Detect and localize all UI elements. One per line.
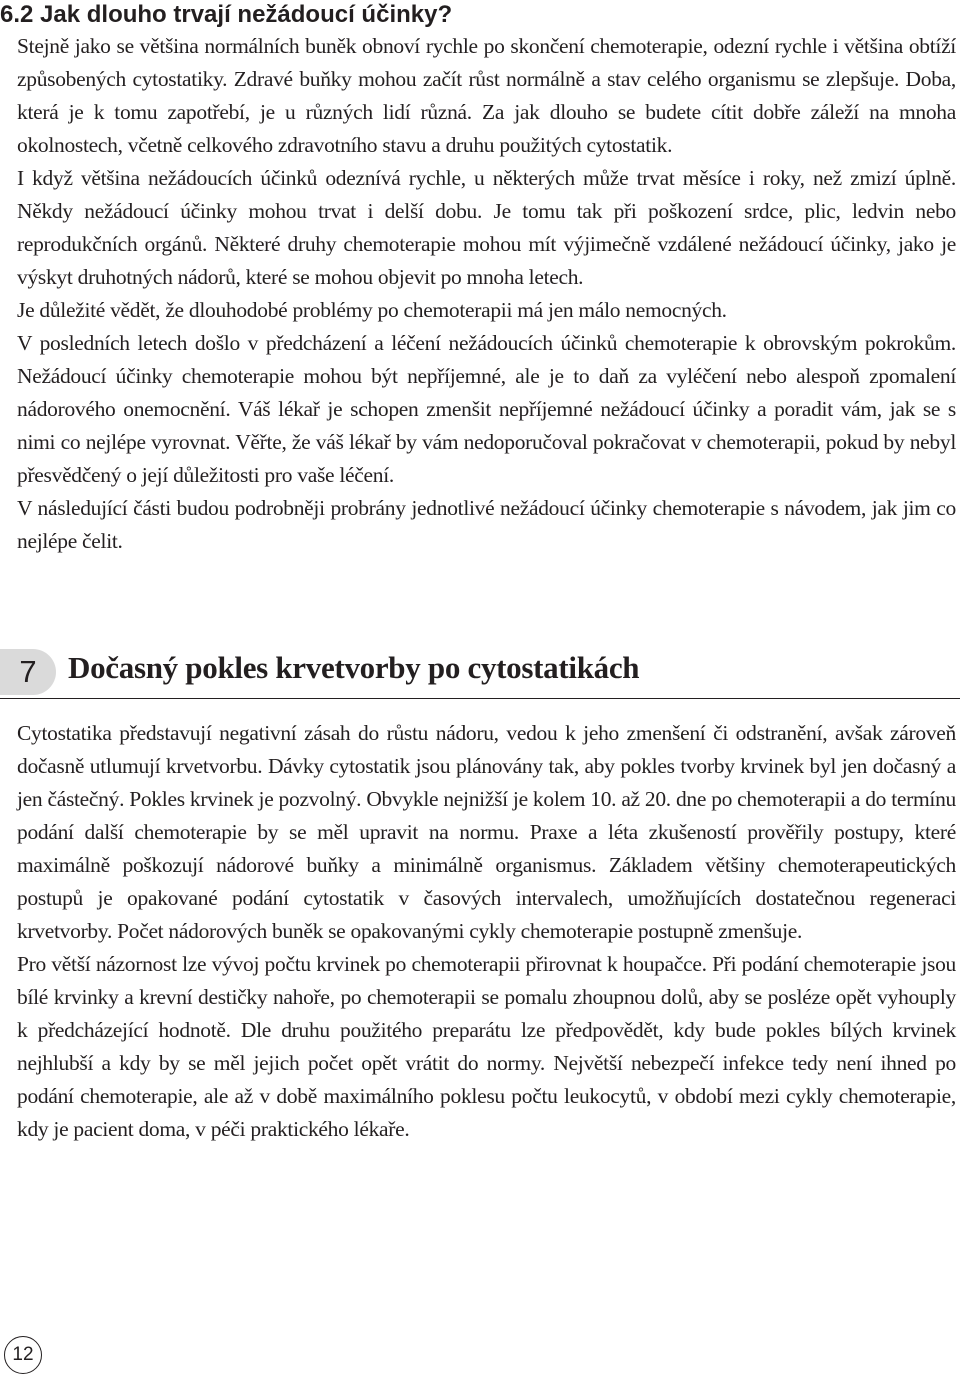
paragraph: V následující části budou podrobněji probrány jednotlivé nežádoucí účinky chemoterapie s návodem, jak jim co nejlépe čelit. [17, 496, 956, 553]
section-body [17, 30, 956, 558]
paragraph: Stejně jako se většina normálních buněk obnoví rychle po skončení chemoterapie, odezní rychle i většina obtíží způsobených cytostatiky. Zdravé buňky mohou začít růst normálně a stav celého organismu se zlepšuje. Doba, která je k tomu zapotřebí, je u různých lidí různá. Za jak dlouho se budete cítit dobře záleží na mnoha okolnostech, včetně celkového zdravotního stavu a druhu použitých cytostatik. [17, 34, 956, 157]
chapter-divider [0, 698, 960, 699]
paragraph: Je důležité vědět, že dlouhodobé problémy po chemoterapii má jen málo nemocných. [17, 298, 727, 322]
chapter-title: Dočasný pokles krvetvorby po cytostatikách [68, 650, 640, 685]
paragraph: I když většina nežádoucích účinků odeznívá rychle, u některých může trvat měsíce i roky, než zmizí úplně. Někdy nežádoucí účinky mohou trvat i delší dobu. Je tomu tak při poškození srdce, plic, ledvin nebo reprodukčních orgánů. Některé druhy chemoterapie mohou mít výjimečně vzdálené nežádoucí účinky, jako je výskyt druhotných nádorů, které se mohou objevit po mnoha letech. [17, 166, 956, 289]
section-heading: 6.2 Jak dlouho trvají nežádoucí účinky? [0, 1, 453, 28]
paragraph: V posledních letech došlo v předcházení a léčení nežádoucích účinků chemoterapie k obrovským pokrokům. Nežádoucí účinky chemoterapie mohou být nepříjemné, ale je to daň za vyléčení nebo alespoň zpomalení nádorového onemocnění. Váš lékař je schopen zmenšit nepříjemné nežádoucí účinky a poradit vám, jak se s nimi co nejlépe vyrovnat. Věřte, že váš lékař by vám nedoporučoval pokračovat v chemoterapii, pokud by nebyl přesvědčený o její důležitosti pro vaše léčení. [17, 331, 956, 487]
chapter-body [17, 717, 956, 1146]
paragraph: Cytostatika představují negativní zásah do růstu nádoru, vedou k jeho zmenšení či odstranění, avšak zároveň dočasně utlumují krvetvorbu. Dávky cytostatik jsou plánovány tak, aby pokles tvorby krvinek byl jen dočasný a jen částečný. Pokles krvinek je pozvolný. Obvykle nejnižší je kolem 10. až 20. dne po chemoterapii a do termínu podání další chemoterapie by se měl upravit na normu. Praxe a léta zkušeností prověřily postupy, které maximálně poškozují nádorové buňky a minimálně organismus. Základem většiny chemoterapeutických postupů je opakované podání cytostatik v časových intervalech, umožňujících dostatečnou regeneraci krvetvorby. Počet nádorových buněk se opakovanými cykly chemoterapie postupně zmenšuje. [17, 721, 956, 943]
page-number: 12 [4, 1336, 42, 1374]
paragraph: Pro větší názornost lze vývoj počtu krvinek po chemoterapii přirovnat k houpačce. Při podání chemoterapie jsou bílé krvinky a krevní destičky nahoře, po chemoterapii se pomalu zhoupnou dolů, aby se posléze opět vyhouply k předcházející hodnotě. Dle druhu použitého preparátu lze předpovědět, kdy bude pokles bílých krvinek nejhlubší a kdy by se měl jejich počet opět vrátit do normy. Největší nebezpečí infekce tedy není ihned po podání chemoterapie, ale až v době maximálního poklesu počtu leukocytů, v období mezi cykly chemoterapie, kdy je pacient doma, v péči praktického lékaře. [17, 952, 956, 1141]
chapter-number-badge: 7 [0, 649, 56, 695]
chapter-header [0, 641, 960, 699]
